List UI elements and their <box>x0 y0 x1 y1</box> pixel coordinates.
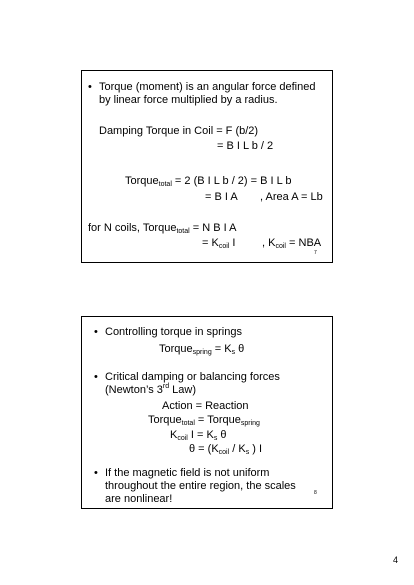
bullet: • <box>94 371 98 383</box>
spring-torque-equation: Torque$_{spring}$ = $K_s$ θ <box>159 343 245 356</box>
bullet: • <box>94 467 98 479</box>
k-coil-equation: = $K_{coil}$ I <box>202 237 236 250</box>
slide-number: 8 <box>314 490 317 496</box>
action-reaction: Action = Reaction <box>162 400 249 412</box>
slide-7 <box>81 70 333 263</box>
torque-balance-equation: Torque$_{total}$ = Torque$_{spring}$ <box>148 414 260 427</box>
bullet-text-line: Critical damping or balancing forces <box>105 371 280 383</box>
n-coils-line: for N coils, Torque$_{total}$ = N B I A <box>88 222 237 235</box>
bullet-text-line: throughout the entire region, the scales <box>105 480 296 492</box>
slide-number: 7 <box>314 250 317 256</box>
bullet: • <box>94 326 98 338</box>
torque-total-bia: = B I A <box>205 191 238 203</box>
page-number: 4 <box>393 555 399 565</box>
k-coil-balance: $K_{coil}$ $I = K_s$ θ <box>170 429 227 442</box>
bullet-text-line: by linear force multiplied by a radius. <box>99 94 278 106</box>
bullet-text-line: If the magnetic field is not uniform <box>105 467 270 479</box>
bullet: • <box>88 81 92 93</box>
torque-total-line: Torque$_{total}$ = 2 (B I L b / 2) = B I L b <box>125 175 292 188</box>
bullet-text-line: Controlling torque in springs <box>105 326 242 338</box>
theta-equation: $\theta = (K_{coil} / K_s$ ) I <box>189 443 263 456</box>
bullet-text-line: (Newton’s 3rd Law) <box>105 383 197 396</box>
slide-8 <box>81 316 333 509</box>
k-coil-definition: , $K_{coil}$ = NBA <box>262 237 322 250</box>
damping-torque-line: Damping Torque in Coil = F (b/2) <box>99 125 259 137</box>
bullet-text-line: Torque (moment) is an angular force defined <box>99 81 316 93</box>
damping-torque-result: = B I L b / 2 <box>217 140 274 152</box>
bullet-text-line: are nonlinear! <box>105 493 173 505</box>
area-note: , Area A = Lb <box>260 191 323 203</box>
